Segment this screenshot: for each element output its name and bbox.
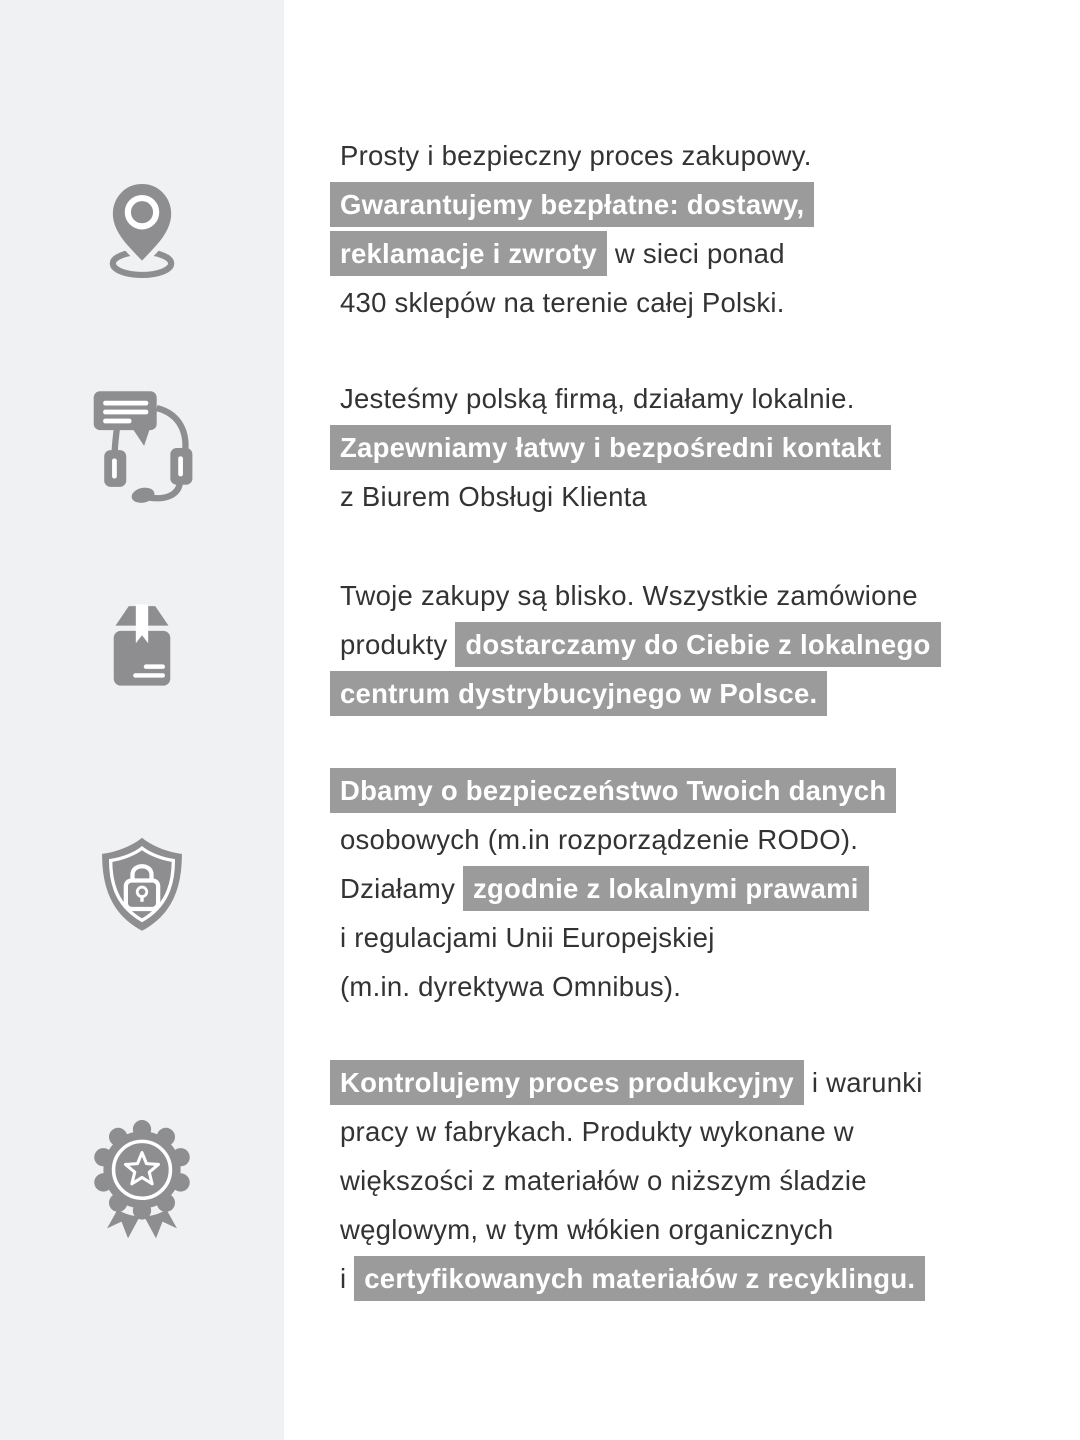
- highlighted-text: centrum dystrybucyjnego w Polsce.: [330, 671, 827, 716]
- award-badge-icon: [81, 1117, 203, 1245]
- text-line: [340, 1254, 925, 1303]
- highlighted-text: Kontrolujemy proces produkcyjny: [330, 1060, 804, 1105]
- icon-column: [0, 1117, 284, 1245]
- text-line: [340, 620, 941, 669]
- plain-text: Jesteśmy polską firmą, działamy lokalnie.: [340, 383, 855, 414]
- section-text: [284, 1058, 925, 1303]
- section-data-security: [0, 766, 1080, 1011]
- highlighted-text: Zapewniamy łatwy i bezpośredni kontakt: [330, 425, 891, 470]
- icon-column: [0, 590, 284, 700]
- text-line: [340, 131, 814, 180]
- text-line: [340, 278, 814, 327]
- plain-text: Działamy: [340, 873, 463, 904]
- plain-text: pracy w fabrykach. Produkty wykonane w: [340, 1116, 854, 1147]
- plain-text: z Biurem Obsługi Klienta: [340, 481, 648, 512]
- text-line: [340, 374, 891, 423]
- highlighted-text: Dbamy o bezpieczeństwo Twoich danych: [330, 768, 896, 813]
- text-line: [340, 815, 896, 864]
- highlighted-text: reklamacje i zwroty: [330, 231, 607, 276]
- text-line: [340, 180, 814, 229]
- section-text: [284, 131, 814, 327]
- plain-text: i: [340, 1263, 355, 1294]
- icon-column: [0, 168, 284, 290]
- highlighted-text: certyfikowanych materiałów z recyklingu.: [354, 1256, 925, 1301]
- plain-text: w sieci ponad: [606, 238, 785, 269]
- shield-lock-icon: [85, 830, 199, 948]
- section-text: [284, 374, 891, 521]
- text-line: [340, 1058, 925, 1107]
- plain-text: węglowym, w tym włókien organicznych: [340, 1214, 834, 1245]
- highlighted-text: zgodnie z lokalnymi prawami: [463, 866, 869, 911]
- location-pin-icon: [89, 168, 195, 290]
- section-local-delivery: [0, 571, 1080, 718]
- section-production-quality: [0, 1058, 1080, 1303]
- text-line: [340, 472, 891, 521]
- plain-text: 430 sklepów na terenie całej Polski.: [340, 287, 785, 318]
- text-line: [340, 1107, 925, 1156]
- text-line: [340, 913, 896, 962]
- plain-text: osobowych (m.in rozporządzenie RODO).: [340, 824, 859, 855]
- text-line: [340, 669, 941, 718]
- section-text: [284, 766, 896, 1011]
- text-line: [340, 229, 814, 278]
- package-icon: [89, 590, 195, 700]
- section-text: [284, 571, 941, 718]
- plain-text: i warunki: [803, 1067, 923, 1098]
- section-shopping-process: [0, 131, 1080, 327]
- text-line: [340, 766, 896, 815]
- headset-chat-icon: [79, 385, 205, 511]
- icon-column: [0, 385, 284, 511]
- plain-text: i regulacjami Unii Europejskiej: [340, 922, 715, 953]
- plain-text: większości z materiałów o niższym śladzie: [340, 1165, 867, 1196]
- plain-text: Prosty i bezpieczny proces zakupowy.: [340, 140, 812, 171]
- text-line: [340, 423, 891, 472]
- plain-text: produkty: [340, 629, 456, 660]
- icon-column: [0, 830, 284, 948]
- text-line: [340, 962, 896, 1011]
- plain-text: Twoje zakupy są blisko. Wszystkie zamówione: [340, 580, 918, 611]
- text-line: [340, 571, 941, 620]
- text-line: [340, 1156, 925, 1205]
- plain-text: (m.in. dyrektywa Omnibus).: [340, 971, 682, 1002]
- section-customer-contact: [0, 374, 1080, 521]
- highlighted-text: Gwarantujemy bezpłatne: dostawy,: [330, 182, 814, 227]
- text-line: [340, 1205, 925, 1254]
- text-line: [340, 864, 896, 913]
- highlighted-text: dostarczamy do Ciebie z lokalnego: [455, 622, 940, 667]
